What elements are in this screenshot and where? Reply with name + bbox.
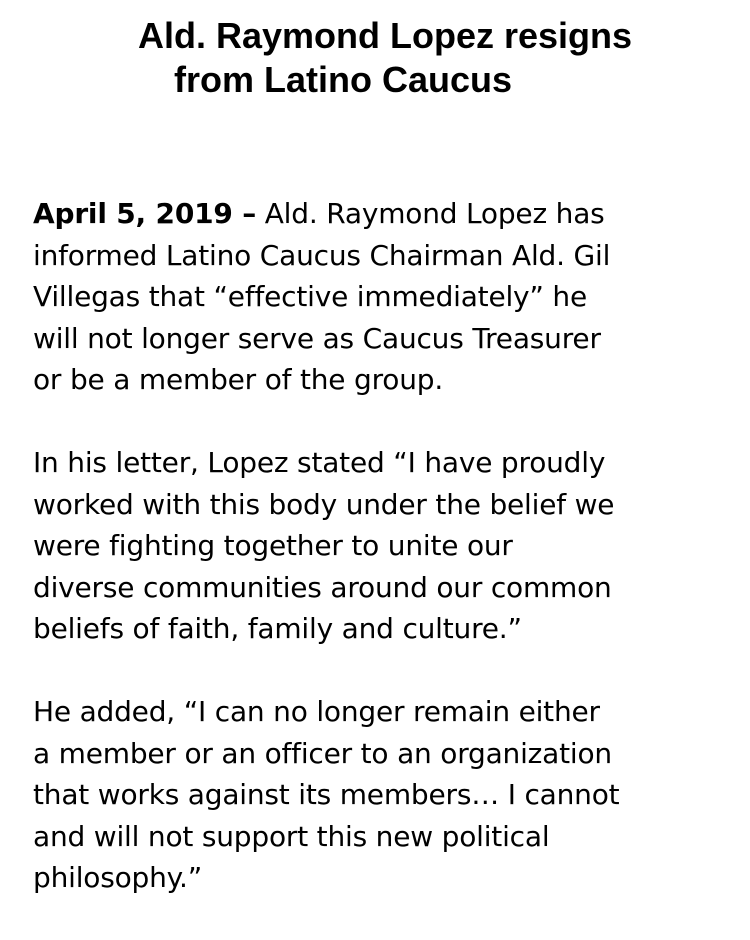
paragraph-2-line-5: beliefs of faith, family and culture.” [33, 612, 522, 645]
paragraph-1-line-4: will not longer serve as Caucus Treasurer [33, 321, 601, 355]
paragraph-3 [33, 691, 733, 899]
paragraph-1-line-1 [33, 193, 733, 235]
paragraph-2-line-1: In his letter, Lopez stated “I have proudly [33, 446, 606, 479]
paragraph-2 [33, 442, 733, 650]
headline-line-2: from Latino Caucus [173, 59, 513, 100]
paragraph-1 [33, 193, 733, 401]
paragraph-3-line-2: a member or an officer to an organization [33, 736, 612, 770]
paragraph-3-line-4: and will not support this new political [33, 819, 550, 853]
dateline: April 5, 2019 – [33, 197, 257, 230]
headline [0, 14, 750, 102]
paragraph-1-line-1-text: Ald. Raymond Lopez has [256, 197, 605, 230]
paragraph-2-line-3: were fighting together to unite our [33, 529, 513, 562]
headline-line-1: Ald. Raymond Lopez resigns [137, 15, 633, 56]
paragraph-1-line-5: or be a member of the group. [33, 363, 444, 396]
paragraph-2-line-2: worked with this body under the belief we [33, 487, 615, 521]
paragraph-1-line-3: Villegas that “effective immediately” he [33, 280, 588, 313]
paragraph-2-line-4: diverse communities around our common [33, 570, 612, 604]
article-body [33, 193, 733, 940]
paragraph-3-line-5: philosophy.” [33, 861, 203, 894]
paragraph-1-line-2: informed Latino Caucus Chairman Ald. Gil [33, 238, 611, 272]
paragraph-3-line-1: He added, “I can no longer remain either [33, 695, 600, 728]
paragraph-3-line-3: that works against its members… I cannot [33, 778, 620, 811]
